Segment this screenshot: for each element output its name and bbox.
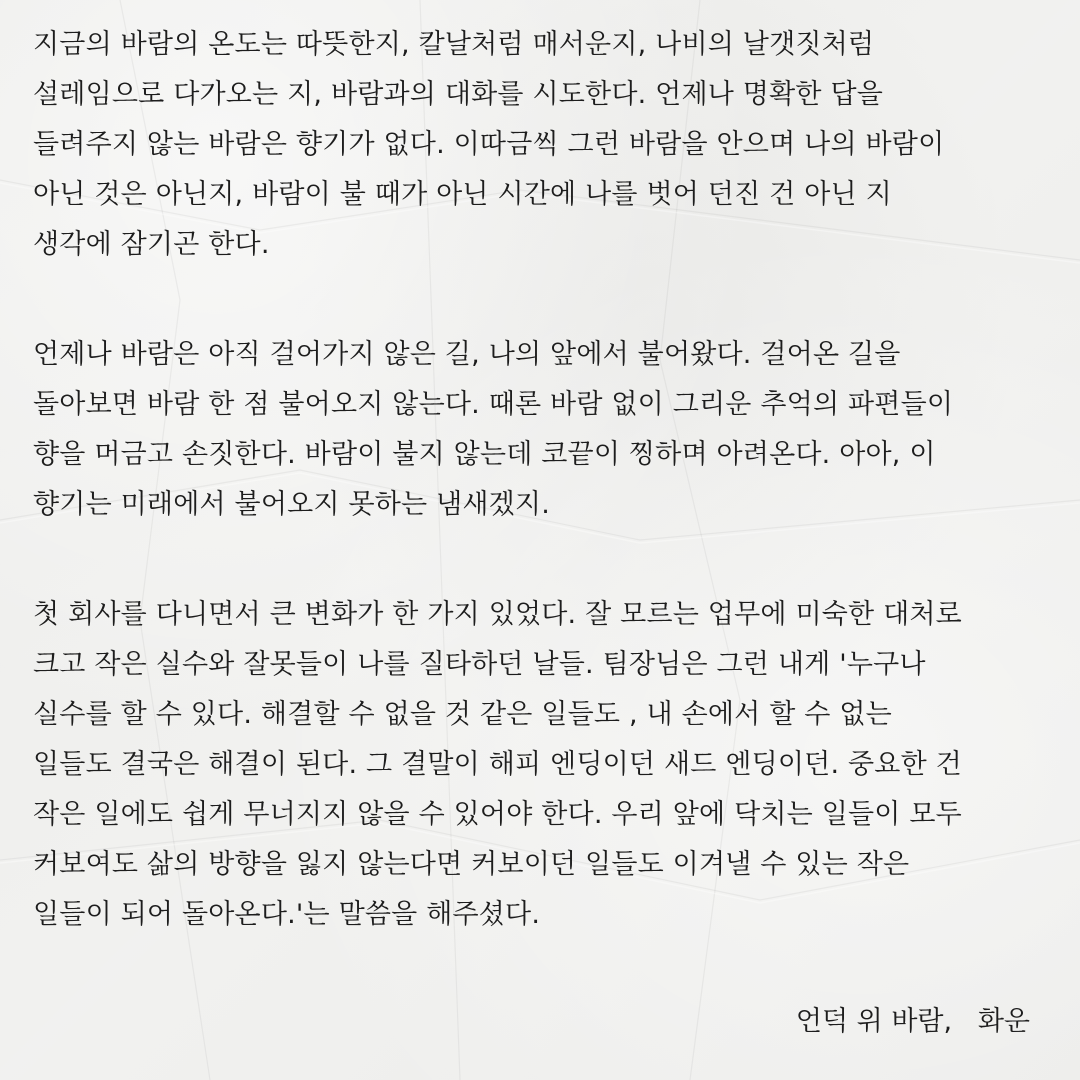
paragraph-2 bbox=[33, 330, 1053, 530]
text-line: 커보여도 삶의 방향을 잃지 않는다면 커보이던 일들도 이겨낼 수 있는 작은 bbox=[33, 849, 910, 880]
text-line: 일들도 결국은 해결이 된다. 그 결말이 해피 엔딩이던 새드 엔딩이던. 중요한 건 bbox=[33, 749, 962, 780]
text-line: 향기는 미래에서 불어오지 못하는 냄새겠지. bbox=[33, 489, 550, 520]
paragraph-1 bbox=[33, 20, 1053, 270]
text-line: 실수를 할 수 있다. 해결할 수 없을 것 같은 일들도 , 내 손에서 할 수 없는 bbox=[33, 699, 892, 730]
text-line: 들려주지 않는 바람은 향기가 없다. 이따금씩 그런 바람을 안으며 나의 바람이 bbox=[33, 129, 945, 160]
text-line: 일들이 되어 돌아온다.'는 말씀을 해주셨다. bbox=[33, 899, 541, 930]
text-line: 작은 일에도 쉽게 무너지지 않을 수 있어야 한다. 우리 앞에 닥치는 일들이 모두 bbox=[33, 799, 962, 830]
text-line: 생각에 잠기곤 한다. bbox=[33, 229, 270, 260]
text-line: 크고 작은 실수와 잘못들이 나를 질타하던 날들. 팀장님은 그런 내게 '누구나 bbox=[33, 649, 926, 680]
text-line: 설레임으로 다가오는 지, 바람과의 대화를 시도한다. 언제나 명확한 답을 bbox=[33, 79, 884, 110]
text-line: 언제나 바람은 아직 걸어가지 않은 길, 나의 앞에서 불어왔다. 걸어온 길을 bbox=[33, 339, 901, 370]
essay-body bbox=[33, 20, 1053, 1000]
text-line: 돌아보면 바람 한 점 불어오지 않는다. 때론 바람 없이 그리운 추억의 파편들이 bbox=[33, 389, 954, 420]
author-signature: 언덕 위 바람, 화운 bbox=[795, 1006, 1030, 1037]
text-line: 향을 머금고 손짓한다. 바람이 불지 않는데 코끝이 찡하며 아려온다. 아아, 이 bbox=[33, 439, 936, 470]
paragraph-3 bbox=[33, 590, 1053, 940]
text-line: 지금의 바람의 온도는 따뜻한지, 칼날처럼 매서운지, 나비의 날갯짓처럼 bbox=[33, 29, 875, 60]
text-line: 아닌 것은 아닌지, 바람이 불 때가 아닌 시간에 나를 벗어 던진 건 아닌 지 bbox=[33, 179, 892, 210]
text-line: 첫 회사를 다니면서 큰 변화가 한 가지 있었다. 잘 모르는 업무에 미숙한 대처로 bbox=[33, 599, 962, 630]
